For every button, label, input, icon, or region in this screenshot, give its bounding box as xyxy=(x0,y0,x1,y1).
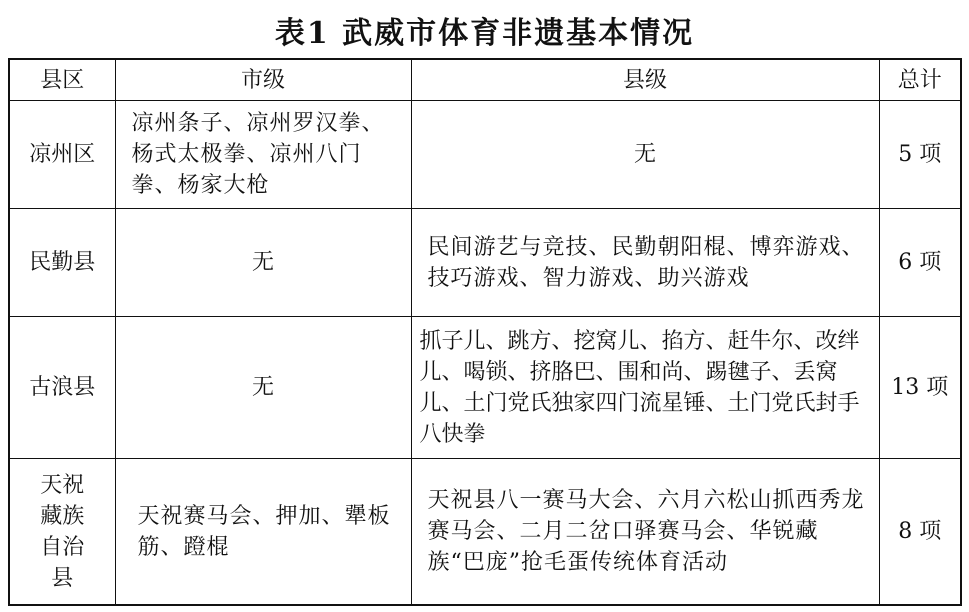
total-cell: 6 项 xyxy=(879,209,961,317)
county-level-cell: 无 xyxy=(411,101,879,209)
county-level-cell: 天祝县八一赛马大会、六月六松山抓西秀龙赛马会、二月二岔口驿赛马会、华锐藏族“巴庞”抢毛蛋传统体育活动 xyxy=(411,459,879,605)
county-cell: 民勤县 xyxy=(9,209,115,317)
total-cell: 8 项 xyxy=(879,459,961,605)
header-row xyxy=(9,59,961,101)
total-cell: 13 项 xyxy=(879,317,961,459)
table-row xyxy=(9,459,961,605)
city-level-cell: 无 xyxy=(115,209,411,317)
county-cell: 古浪县 xyxy=(9,317,115,459)
city-level-cell: 天祝赛马会、押加、犟板筋、蹬棍 xyxy=(115,459,411,605)
header-county-level: 县级 xyxy=(411,59,879,101)
city-level-cell: 凉州条子、凉州罗汉拳、杨式太极拳、凉州八门拳、杨家大枪 xyxy=(115,101,411,209)
county-level-cell: 民间游艺与竞技、民勤朝阳棍、博弈游戏、技巧游戏、智力游戏、助兴游戏 xyxy=(411,209,879,317)
city-level-cell: 无 xyxy=(115,317,411,459)
table-row xyxy=(9,101,961,209)
header-county: 县区 xyxy=(9,59,115,101)
table-title: 表1 武威市体育非遗基本情况 xyxy=(274,16,695,51)
heritage-table xyxy=(8,58,962,606)
county-cell: 天祝藏族自治县 xyxy=(9,459,115,605)
table-row xyxy=(9,209,961,317)
header-total: 总计 xyxy=(879,59,961,101)
table-row xyxy=(9,317,961,459)
total-cell: 5 项 xyxy=(879,101,961,209)
county-cell: 凉州区 xyxy=(9,101,115,209)
header-city-level: 市级 xyxy=(115,59,411,101)
county-level-cell: 抓子儿、跳方、挖窝儿、掐方、赶牛尔、改绊儿、喝锁、挤胳巴、围和尚、踢毽子、丢窝儿、土门党氏独家四门流星锤、土门党氏封手八快拳 xyxy=(411,317,879,459)
